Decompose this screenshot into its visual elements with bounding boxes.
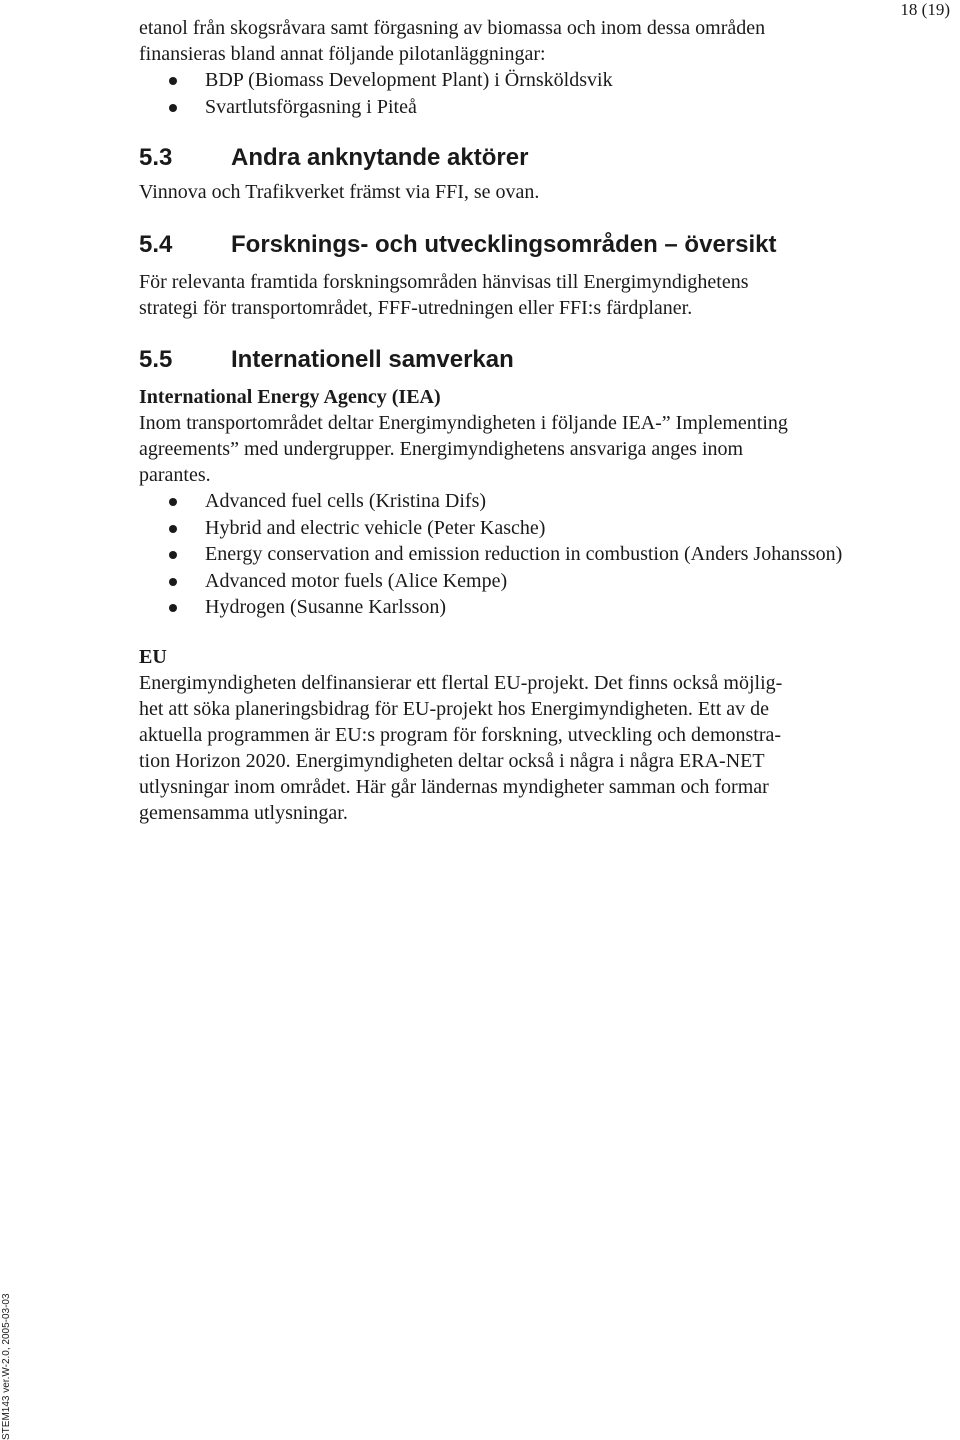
intro-line-1: etanol från skogsråvara samt förgasning av biomassa och inom dessa områden xyxy=(139,17,766,39)
eu-line-6: gemensamma utlysningar. xyxy=(139,801,348,824)
eu-line-2: het att söka planeringsbidrag för EU-projekt hos Energimyndigheten. Ett av de xyxy=(139,697,770,720)
bullet-icon xyxy=(169,104,177,112)
eu-line-5: utlysningar inom området. Här går ländernas myndigheter samman och formar xyxy=(139,775,769,798)
list-item: Advanced motor fuels (Alice Kempe) xyxy=(139,568,849,595)
section-number: 5.5 xyxy=(139,346,173,373)
template-version-label xyxy=(0,1290,14,1440)
eu-line-1: Energimyndigheten delfinansierar ett flertal EU-projekt. Det finns också möjlig- xyxy=(139,671,783,694)
section-title: Forsknings- och utvecklingsområden – översikt xyxy=(231,231,777,258)
section-5-5-line-2: agreements” med undergrupper. Energimyndighetens ansvariga anges inom xyxy=(139,438,744,460)
list-item: Hybrid and electric vehicle (Peter Kasche) xyxy=(139,515,849,542)
bullet-icon xyxy=(169,77,177,85)
iea-subheading: International Energy Agency (IEA) xyxy=(139,386,441,408)
section-title: Internationell samverkan xyxy=(231,346,514,373)
template-version-text: STEM143 ver.W-2.0, 2005-03-03 xyxy=(1,1293,12,1440)
list-item: BDP (Biomass Development Plant) i Örnsköldsvik xyxy=(139,67,849,94)
page-number: 18 (19) xyxy=(900,0,950,19)
list-item: Advanced fuel cells (Kristina Difs) xyxy=(139,488,849,515)
intro-line-2: finansieras bland annat följande pilotanläggningar: xyxy=(139,43,546,65)
section-5-5-line-3: parantes. xyxy=(139,464,211,486)
section-heading-5-4 xyxy=(139,230,849,260)
section-5-4-text xyxy=(139,269,849,321)
list-item: Energy conservation and emission reduction in combustion (Anders Johansson) xyxy=(139,541,849,568)
eu-line-3: aktuella programmen är EU:s program för forskning, utveckling och demonstra- xyxy=(139,723,782,746)
document-body xyxy=(139,15,849,826)
list-item: Hydrogen (Susanne Karlsson) xyxy=(139,594,849,621)
pilot-plant-list xyxy=(139,67,849,120)
bullet-icon xyxy=(169,525,177,533)
bullet-icon xyxy=(169,498,177,506)
section-title: Andra anknytande aktörer xyxy=(231,144,529,171)
section-number: 5.4 xyxy=(139,231,173,258)
section-5-4-line-1: För relevanta framtida forskningsområden hänvisas till Energimyndighetens xyxy=(139,271,749,293)
eu-heading: EU xyxy=(139,645,167,668)
list-item: Svartlutsförgasning i Piteå xyxy=(139,94,849,121)
section-5-5-line-1: Inom transportområdet deltar Energimyndigheten i följande IEA-” Implementing xyxy=(139,412,788,434)
bullet-icon xyxy=(169,578,177,586)
section-number: 5.3 xyxy=(139,144,173,171)
eu-paragraph xyxy=(139,670,849,826)
section-5-5-text xyxy=(139,410,849,488)
section-5-4-line-2: strategi för transportområdet, FFF-utredningen eller FFI:s färdplaner. xyxy=(139,297,693,319)
bullet-icon xyxy=(169,551,177,559)
eu-line-4: tion Horizon 2020. Energimyndigheten deltar också i några i några ERA-NET xyxy=(139,749,765,772)
intro-paragraph xyxy=(139,15,849,67)
section-heading-5-5 xyxy=(139,345,849,375)
section-heading-5-3 xyxy=(139,143,849,173)
bullet-icon xyxy=(169,604,177,612)
section-5-3-text: Vinnova och Trafikverket främst via FFI, se ovan. xyxy=(139,181,540,203)
iea-agreement-list xyxy=(139,488,849,621)
